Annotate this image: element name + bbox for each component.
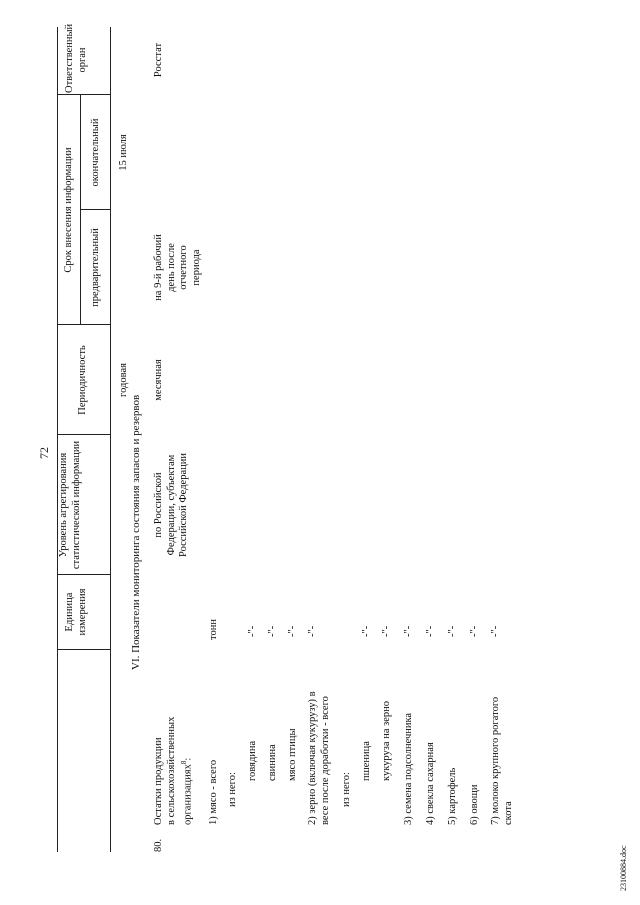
item-grain-line-1: 2) зерно (включая кукурузу) в — [307, 691, 318, 825]
row-level — [153, 445, 191, 565]
ditto-sugarbeet: -"- — [425, 625, 436, 637]
item-corn: кукуруза на зерно — [381, 700, 392, 781]
item-of-them-2: из него: — [341, 772, 352, 807]
row-final-deadline: 15 июля — [118, 134, 129, 171]
indicator-line-3: организациях$^8$: — [180, 757, 194, 825]
level-line-1: по Российской — [153, 472, 164, 538]
preliminary-line-2: день после — [165, 243, 177, 292]
item-of-them-1: из него: — [227, 772, 238, 807]
item-milk-line-2: скота — [503, 801, 514, 825]
indicator-line-1: Остатки продукции — [153, 737, 164, 825]
item-milk-line-1: 7) молоко крупного рогатого — [490, 696, 501, 825]
ditto-beef: -"- — [247, 625, 258, 637]
footnote-mark: 8 — [180, 760, 188, 765]
ditto-poultry: -"- — [287, 625, 298, 637]
ditto-wheat: -"- — [361, 625, 372, 637]
item-grain-line-2: весе после доработки - всего — [320, 696, 331, 825]
col-divider-2 — [57, 574, 110, 575]
ditto-sunflower: -"- — [403, 625, 414, 637]
item-sunflower: 3) семена подсолнечника — [403, 712, 414, 825]
ditto-vegetables: -"- — [469, 625, 480, 637]
item-meat: 1) мясо - всего — [208, 759, 219, 825]
row-number: 80. — [153, 838, 164, 852]
row-responsible: Росстат — [153, 42, 164, 78]
item-pork: свинина — [267, 744, 278, 781]
preliminary-line-3: отчетного — [178, 245, 189, 290]
col-divider-1 — [57, 649, 110, 650]
row-periodicity-annual: годовая — [118, 363, 129, 397]
header-level: Уровень агрегирования статистической информации — [58, 440, 82, 570]
header-responsible: Ответственный орган — [64, 23, 88, 93]
doc-code: 23100884.doc — [619, 845, 628, 891]
header-unit: Единица измерения — [64, 588, 88, 636]
section-title: VI. Показатели мониторинга состояния запасов и резервов — [130, 394, 142, 670]
level-line-3: Российской Федерации — [178, 453, 189, 557]
ditto-potato: -"- — [447, 625, 458, 637]
preliminary-line-4: периода — [190, 249, 202, 286]
item-vegetables: 6) овощи — [469, 784, 480, 825]
header-final: окончательный — [90, 118, 101, 187]
ditto-pork: -"- — [267, 625, 278, 637]
header-deadline: Срок внесения информации — [63, 147, 74, 273]
indicator-line-2: в сельскохозяйственных — [165, 716, 177, 825]
level-line-2: Федерации, субъектам — [165, 454, 177, 556]
row-preliminary-deadline — [153, 215, 203, 320]
item-poultry: мясо птицы — [287, 728, 298, 781]
ditto-corn: -"- — [381, 625, 392, 637]
row-unit: тонн — [208, 619, 219, 640]
item-potato: 5) картофель — [447, 767, 458, 825]
page-number: 72 — [37, 447, 51, 459]
item-sugarbeet: 4) свекла сахарная — [425, 742, 436, 825]
ditto-grain: -"- — [307, 625, 318, 637]
preliminary-line-1: на 9-й рабочий — [153, 234, 164, 301]
row-periodicity-monthly: месячная — [153, 359, 164, 401]
item-beef: говядина — [247, 740, 258, 781]
header-preliminary: предварительный — [90, 228, 101, 307]
row-indicator — [153, 717, 195, 825]
ditto-milk: -"- — [490, 625, 501, 637]
deadline-subheader-border — [80, 95, 81, 325]
header-periodicity: Периодичность — [77, 345, 88, 415]
header-bottom-border — [110, 27, 111, 852]
item-wheat: пшеница — [361, 741, 372, 781]
